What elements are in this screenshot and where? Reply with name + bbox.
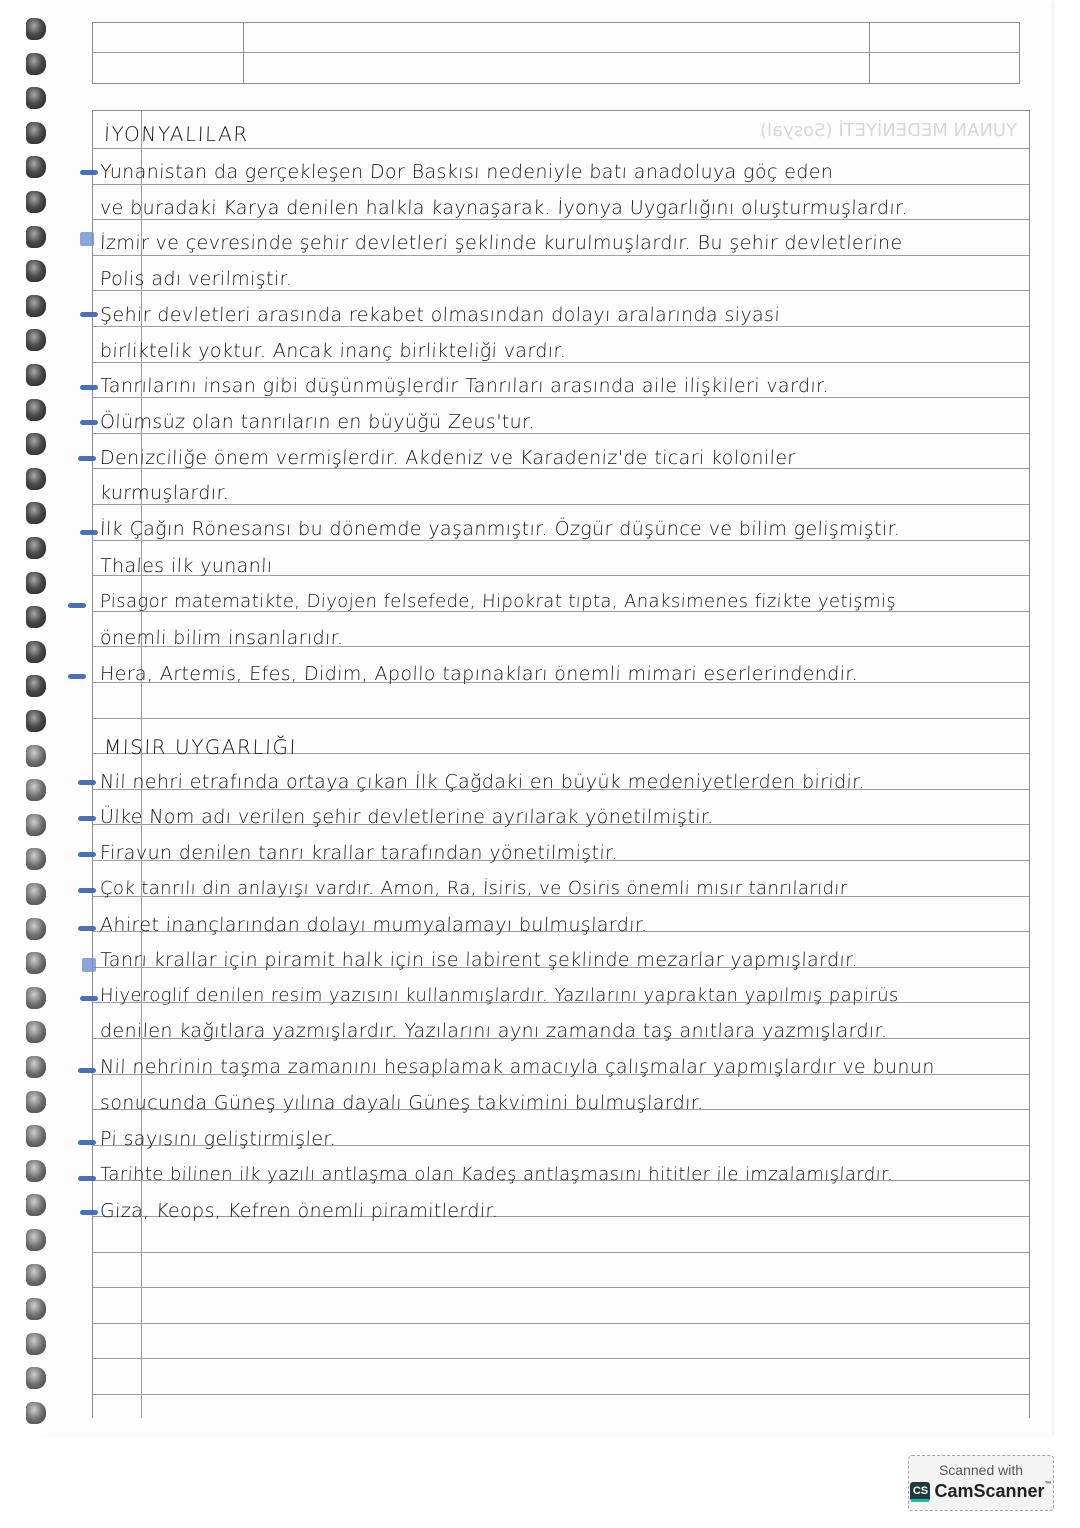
header-table-row-divider [93, 52, 1019, 53]
note-line: kurmuşlardır. [99, 482, 230, 504]
spiral-ring [26, 399, 46, 421]
spiral-ring [26, 1298, 46, 1320]
spiral-ring [26, 1229, 46, 1251]
spiral-ring [26, 606, 46, 628]
note-line: Tanrı krallar için piramit halk için ise labirent şeklinde mezarlar yapmışlardır. [99, 949, 859, 971]
spiral-ring [26, 1021, 46, 1043]
spiral-ring [26, 572, 46, 594]
ruled-line [93, 1323, 1029, 1324]
spiral-ring [26, 1091, 46, 1113]
spiral-ring [26, 1367, 46, 1389]
watermark-caption: Scanned with [938, 1462, 1024, 1478]
highlighter-bullet-icon [78, 1068, 96, 1073]
ruled-line [93, 148, 1029, 149]
camscanner-logo-icon: CS [910, 1482, 930, 1502]
highlighter-bullet-icon [78, 456, 96, 461]
spiral-ring [26, 191, 46, 213]
spiral-ring [26, 987, 46, 1009]
spiral-ring [26, 814, 46, 836]
note-line: İzmir ve çevresinde şehir devletleri şeklinde kurulmuşlardır. Bu şehir devletlerine [99, 232, 903, 254]
ruled-line [93, 184, 1029, 185]
note-line: Ahiret inançlarından dolayı mumyalamayı bulmuşlardır. [99, 914, 649, 936]
note-line: İlk Çağın Rönesansı bu dönemde yaşanmıştır. Özgür düşünce ve bilim gelişmiştir. [99, 518, 901, 540]
note-line: Hiyeroglif denilen resim yazısını kullanmışlardır. Yazılarını yapraktan yapılmış papirüs [99, 985, 900, 1006]
spiral-ring [26, 537, 46, 559]
spiral-ring [26, 1125, 46, 1147]
spiral-ring [26, 1402, 46, 1424]
spiral-ring [26, 1160, 46, 1182]
spiral-ring [26, 641, 46, 663]
highlighter-bullet-icon [80, 1210, 98, 1215]
highlighter-bullet-icon [80, 996, 98, 1001]
note-line: Giza, Keops, Kefren önemli piramitlerdir. [99, 1200, 499, 1222]
spiral-ring [26, 779, 46, 801]
ruled-line [93, 397, 1029, 398]
section-title-iyonyalilar: İYONYALILAR [103, 122, 250, 146]
highlighter-bullet-icon [82, 958, 96, 972]
highlighter-bullet-icon [80, 312, 98, 317]
spiral-ring [26, 502, 46, 524]
highlighter-bullet-icon [78, 1176, 96, 1181]
highlighter-bullet-icon [80, 530, 98, 535]
ruled-line [93, 718, 1029, 719]
spiral-ring [26, 1333, 46, 1355]
ruled-line [93, 1287, 1029, 1288]
spiral-ring [26, 260, 46, 282]
ruled-line [93, 1252, 1029, 1253]
highlighter-bullet-icon [78, 888, 96, 893]
note-line: sonucunda Güneş yılına dayalı Güneş takvimini bulmuşlardır. [99, 1092, 705, 1114]
note-line: Tanrılarını insan gibi düşünmüşlerdir Tanrıları arasında aile ilişkileri vardır. [99, 375, 830, 397]
note-line: denilen kağıtlara yazmışlardır. Yazılarını aynı zamanda taş anıtlara yazmışlardır. [99, 1020, 888, 1042]
spiral-ring [26, 883, 46, 905]
spiral-binding [26, 18, 50, 1428]
note-line: önemli bilim insanlarıdır. [99, 627, 345, 649]
brand-name: CamScanner [934, 1481, 1045, 1501]
spiral-ring [26, 122, 46, 144]
spiral-ring [26, 295, 46, 317]
header-table [92, 22, 1020, 84]
highlighter-bullet-icon [78, 816, 96, 821]
note-line: Pisagor matematikte, Diyojen felsefede, Hipokrat tıpta, Anaksimenes fizikte yetişmiş [99, 591, 897, 612]
highlighter-bullet-icon [68, 674, 86, 679]
spiral-ring [26, 848, 46, 870]
note-line: ve buradaki Karya denilen halkla kaynaşarak. İyonya Uygarlığını oluşturmuşlardır. [99, 197, 909, 219]
spiral-ring [26, 1056, 46, 1078]
note-line: Tarihte bilinen ilk yazılı antlaşma olan Kadeş antlaşmasını hititler ile imzalamışlardır. [99, 1164, 894, 1185]
highlighter-bullet-icon [78, 926, 96, 931]
highlighter-bullet-icon [78, 780, 96, 785]
watermark-brand [934, 1481, 1051, 1502]
ruled-line [93, 1394, 1029, 1395]
spiral-ring [26, 952, 46, 974]
note-line: Ülke Nom adı verilen şehir devletlerine ayrılarak yönetilmiştir. [99, 806, 715, 828]
note-line: Yunanistan da gerçekleşen Dor Baskısı nedeniyle batı anadoluya göç eden [99, 161, 834, 183]
trademark-symbol: ™ [1044, 1481, 1052, 1488]
camscanner-watermark [908, 1455, 1054, 1511]
ruled-line [93, 504, 1029, 505]
note-line: Firavun denilen tanrı krallar tarafından yönetilmiştir. [99, 842, 619, 864]
section-title-misir-uygarligi: MISIR UYGARLIĞI [103, 735, 298, 759]
note-line: Nil nehrinin taşma zamanını hesaplamak amacıyla çalışmalar yapmışlardır ve bunun [99, 1056, 936, 1078]
header-table-col-divider [243, 23, 244, 83]
spiral-ring [26, 675, 46, 697]
spiral-ring [26, 364, 46, 386]
note-line: Polis adı verilmiştir. [99, 268, 293, 290]
note-line: birliktelik yoktur. Ancak inanç birlikteliği vardır. [99, 340, 567, 362]
note-line: Denizciliğe önem vermişlerdir. Akdeniz ve Karadeniz'de ticari koloniler [99, 447, 796, 469]
highlighter-bullet-icon [80, 170, 98, 175]
note-line: Thales ilk yunanlı [99, 555, 273, 577]
note-line: Pi sayısını geliştirmişler. [99, 1128, 337, 1150]
spiral-ring [26, 226, 46, 248]
note-line: Hera, Artemis, Efes, Didim, Apollo tapınakları önemli mimari eserlerindendir. [99, 663, 859, 685]
ruled-line [93, 1358, 1029, 1359]
ruled-line [93, 255, 1029, 256]
highlighter-bullet-icon [80, 420, 98, 425]
spiral-ring [26, 18, 46, 40]
note-line: Nil nehri etrafında ortaya çıkan İlk Çağdaki en büyük medeniyetlerden biridir. [99, 771, 866, 793]
spiral-ring [26, 53, 46, 75]
ruled-line [93, 290, 1029, 291]
highlighter-bullet-icon [78, 1140, 96, 1145]
spiral-ring [26, 433, 46, 455]
spiral-ring [26, 745, 46, 767]
spiral-ring [26, 156, 46, 178]
spiral-ring [26, 1194, 46, 1216]
ruled-line [93, 219, 1029, 220]
highlighter-bullet-icon [80, 232, 94, 246]
spiral-ring [26, 329, 46, 351]
spiral-ring [26, 87, 46, 109]
spiral-ring [26, 710, 46, 732]
note-line: Ölümsüz olan tanrıların en büyüğü Zeus'tur. [99, 411, 536, 433]
highlighter-bullet-icon [68, 603, 86, 608]
highlighter-bullet-icon [78, 852, 96, 857]
spiral-ring [26, 468, 46, 490]
note-line: Şehir devletleri arasında rekabet olmasından dolayı aralarında siyasi [99, 304, 781, 326]
spiral-ring [26, 918, 46, 940]
bleed-through-text: YUNAN MEDENİYETİ (Sosyal) [760, 120, 1017, 141]
highlighter-bullet-icon [80, 385, 98, 390]
spiral-ring [26, 1264, 46, 1286]
note-line: Çok tanrılı din anlayışı vardır. Amon, Ra, İsiris, ve Osiris önemli mısır tanrılarıdır [99, 878, 848, 899]
header-table-col-divider [869, 23, 870, 83]
ruled-line [93, 326, 1029, 327]
